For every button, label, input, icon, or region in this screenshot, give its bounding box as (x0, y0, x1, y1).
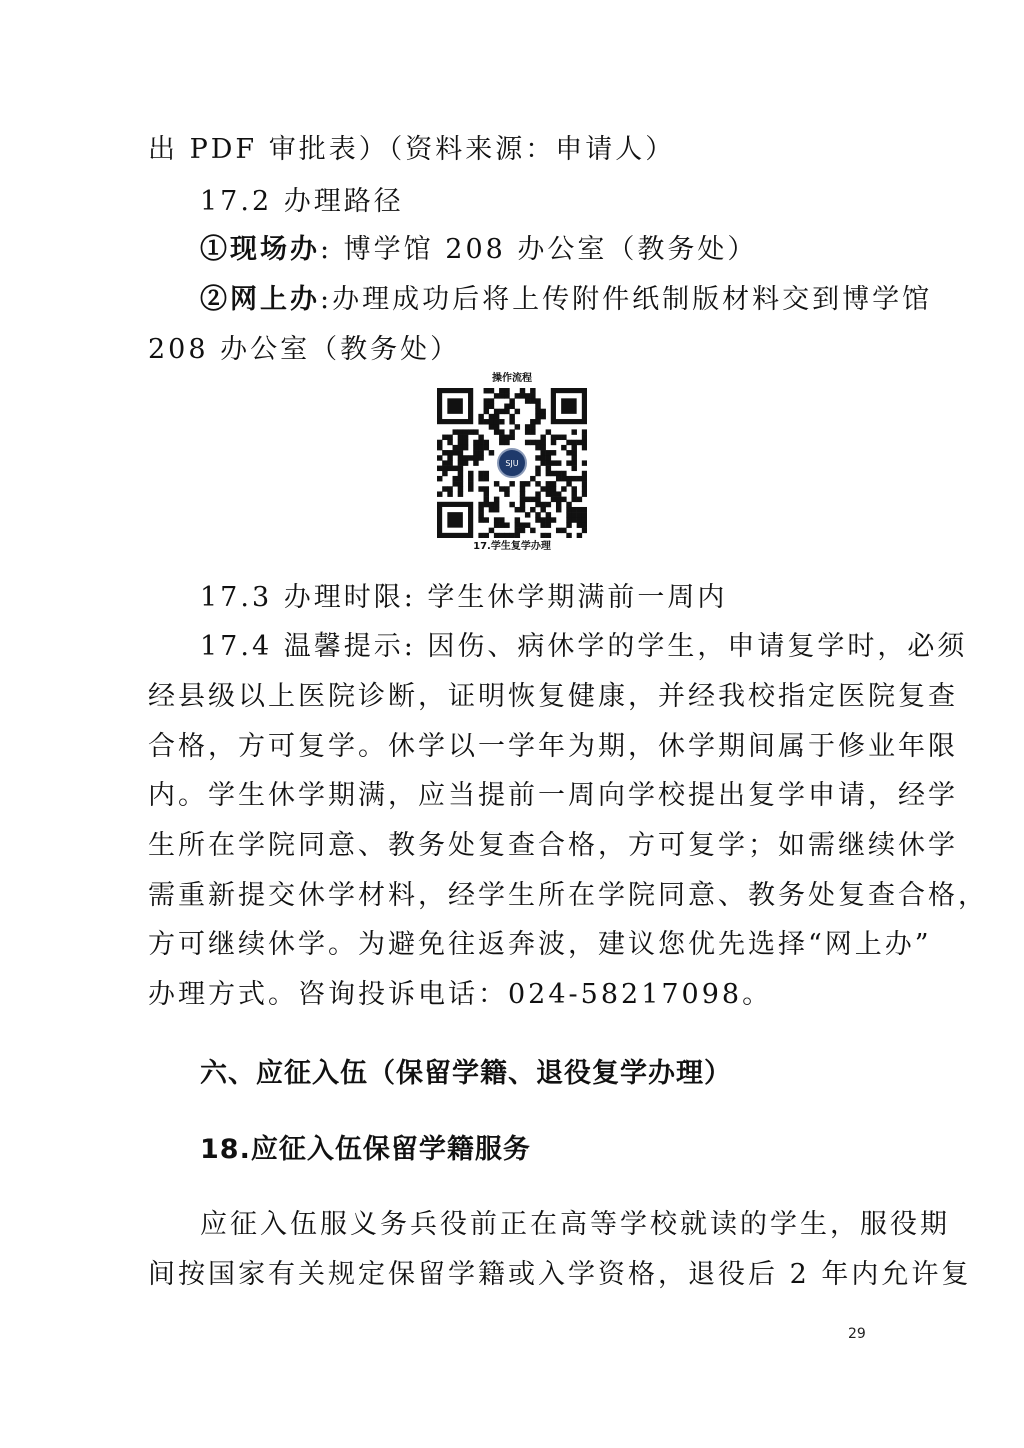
qr-code-image (437, 388, 587, 538)
text-line: 内。学生休学期满，应当提前一周向学校提出复学申请，经学 (148, 780, 958, 811)
page-number: 29 (848, 1326, 866, 1342)
text-line: 208 办公室（教务处） (148, 334, 461, 365)
tip-label: 17.4 温馨提示 (200, 631, 404, 662)
paragraph-line: 应征入伍服义务兵役前正在高等学校就读的学生，服役期 (200, 1209, 950, 1240)
onsite-text: : 博学馆 208 办公室（教务处） (320, 234, 758, 265)
text-line (200, 578, 878, 618)
section-subheading: 18.应征入伍保留学籍服务 (200, 1134, 531, 1165)
text-line: 经县级以上医院诊断，证明恢复健康，并经我校指定医院复查 (148, 681, 958, 712)
text-line: 出 PDF 审批表）（资料来源：申请人） (148, 134, 676, 165)
qr-logo-text: SJU (505, 459, 519, 468)
qr-code-block (430, 372, 594, 562)
time-limit-label: 17.3 办理时限 (200, 582, 404, 613)
tip-text: : 因伤、病休学的学生，申请复学时，必须 (403, 631, 968, 662)
text-line: 合格，方可复学。休学以一学年为期，休学期间属于修业年限 (148, 731, 958, 762)
section-heading: 六、应征入伍（保留学籍、退役复学办理） (200, 1058, 732, 1089)
qr-bottom-caption: 17.学生复学办理 (473, 541, 551, 552)
paragraph-line: 间按国家有关规定保留学籍或入学资格，退役后 2 年内允许复 (148, 1259, 972, 1290)
text-line (200, 230, 878, 270)
subsection-title-17-2: 17.2 办理路径 (200, 186, 404, 217)
text-line (200, 280, 933, 320)
text-line: 生所在学院同意、教务处复查合格，方可复学；如需继续休学 (148, 830, 958, 861)
text-line (200, 627, 968, 667)
text-line: 方可继续休学。为避免往返奔波，建议您优先选择“网上办” (148, 929, 932, 960)
text-line: 需重新提交休学材料，经学生所在学院同意、教务处复查合格， (148, 880, 988, 911)
time-limit-text: : 学生休学期满前一周内 (403, 582, 728, 613)
online-text: :办理成功后将上传附件纸制版材料交到博学馆 (320, 284, 933, 315)
onsite-label: ①现场办 (200, 234, 320, 265)
text-line: 办理方式。咨询投诉电话：024-58217098。 (148, 979, 773, 1010)
qr-top-caption: 操作流程 (492, 373, 532, 384)
online-label: ②网上办 (200, 284, 320, 315)
